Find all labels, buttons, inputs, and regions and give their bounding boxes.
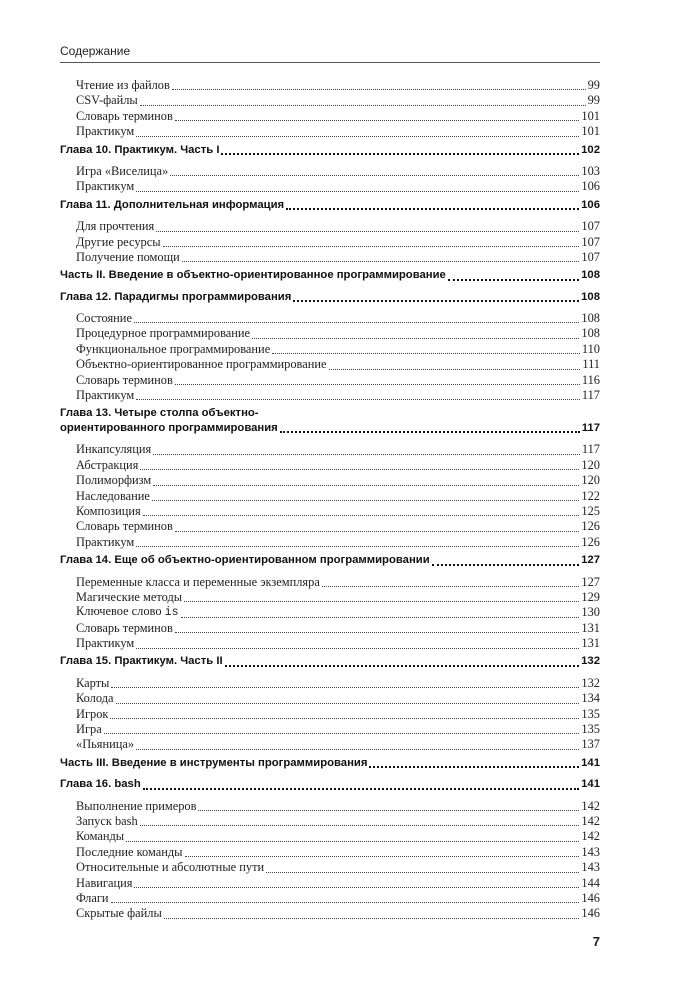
toc-page-number: 120 <box>581 457 600 472</box>
toc-section-entry <box>60 691 600 706</box>
toc-entry-text: Словарь терминов <box>76 519 173 534</box>
dot-leader <box>140 104 586 106</box>
dot-leader <box>198 809 579 811</box>
toc-page-number: 106 <box>581 198 600 211</box>
toc-entry-title <box>76 891 109 906</box>
dot-leader <box>153 453 580 455</box>
toc-entry-title <box>60 777 141 792</box>
toc-entry-text: Магические методы <box>76 589 183 604</box>
toc-entry-text: Часть II. Введение в объектно-ориентированное программирование <box>60 269 446 282</box>
toc-entry-title <box>76 814 138 829</box>
toc-page-number: 141 <box>581 778 600 791</box>
dot-leader <box>432 563 579 566</box>
dot-leader <box>184 600 579 602</box>
toc-page-number: 135 <box>581 706 600 721</box>
toc-chapter-entry <box>60 655 600 670</box>
toc-entry-title <box>76 373 173 388</box>
toc-section-entry <box>60 124 600 139</box>
toc-entry-text: Глава 15. Практикум. Часть II <box>60 655 223 668</box>
toc-section-entry <box>60 373 600 388</box>
toc-section-entry <box>60 636 600 651</box>
toc-section-entry <box>60 519 600 534</box>
toc-page-number: 120 <box>581 473 600 488</box>
toc-entry-title <box>76 636 134 651</box>
toc-chapter-entry <box>60 756 600 771</box>
toc-entry-text: Получение помощи <box>76 249 180 264</box>
toc-page-number: 129 <box>581 589 600 604</box>
toc-page-number: 127 <box>581 574 600 589</box>
toc-entry-text: CSV-файлы <box>76 93 138 108</box>
dot-leader <box>272 352 580 354</box>
dot-leader <box>164 917 580 919</box>
toc-entry-text: Для прочтения <box>76 219 155 234</box>
dot-leader <box>111 901 580 903</box>
dot-leader <box>126 840 579 842</box>
toc-entry-title <box>76 575 320 590</box>
toc-entry-text: Глава 10. Практикум. Часть I <box>60 143 220 156</box>
dot-leader <box>182 260 580 262</box>
dot-leader <box>143 787 579 790</box>
dot-leader <box>175 383 580 385</box>
toc-entry-title <box>76 179 134 194</box>
dot-leader <box>140 824 580 826</box>
toc-page-number: 106 <box>581 179 600 194</box>
toc-entry-title <box>76 845 183 860</box>
toc-entry-title <box>76 235 161 250</box>
dot-leader <box>280 430 580 433</box>
dot-leader <box>136 398 580 400</box>
toc-section-entry <box>60 676 600 691</box>
toc-entry-title <box>76 906 162 921</box>
toc-entry-text: Процедурное программирование <box>76 326 251 341</box>
toc-entry-title <box>76 860 264 875</box>
toc-entry-text: Игра «Виселица» <box>76 163 169 178</box>
toc-chapter-entry <box>60 553 600 568</box>
toc-page-number: 143 <box>581 860 600 875</box>
toc-page-number: 135 <box>581 722 600 737</box>
toc-section-entry <box>60 845 600 860</box>
toc-page-number: 126 <box>581 519 600 534</box>
toc-entry-text: Часть III. Введение в инструменты программирования <box>60 756 368 769</box>
toc-page-number: 126 <box>581 534 600 549</box>
toc-section-entry <box>60 473 600 488</box>
toc-entry-text: Глава 16. bash <box>60 778 141 791</box>
toc-page-number: 131 <box>581 636 600 651</box>
toc-section-entry <box>60 737 600 752</box>
dot-leader <box>286 207 579 210</box>
toc-entry-text: Глава 11. Дополнительная информация <box>60 198 285 211</box>
toc-section-entry <box>60 621 600 636</box>
dot-leader <box>156 230 579 232</box>
toc-section-entry <box>60 891 600 906</box>
toc-entry-title <box>76 109 173 124</box>
toc-section-entry <box>60 489 600 504</box>
toc-entry-text: Карты <box>76 675 110 690</box>
toc-page-number: 142 <box>581 829 600 844</box>
toc-entry-title <box>76 829 124 844</box>
dot-leader <box>185 855 580 857</box>
toc-section-entry <box>60 250 600 265</box>
toc-section-entry <box>60 78 600 93</box>
toc-entry-title <box>60 290 291 305</box>
running-header: Содержание <box>60 44 131 58</box>
toc-entry-title <box>76 458 138 473</box>
toc-section-entry <box>60 876 600 891</box>
toc-entry-title <box>76 535 134 550</box>
toc-entry-text: Объектно-ориентированное программирование <box>76 357 327 372</box>
toc-entry-title <box>76 78 170 93</box>
toc-entry-text: Ключевое слово <box>76 604 165 619</box>
dot-leader <box>163 245 580 247</box>
toc-entry-title <box>76 722 102 737</box>
toc-entry-title <box>76 311 132 326</box>
toc-entry-text: Практикум <box>76 388 135 403</box>
toc-entry-title <box>76 590 182 605</box>
toc-entry-text: Последние команды <box>76 844 183 859</box>
toc-entry-title <box>76 388 134 403</box>
dot-leader <box>136 545 579 547</box>
toc-entry-text: Наследование <box>76 488 150 503</box>
toc-section-entry <box>60 535 600 550</box>
toc-page-number: 117 <box>581 388 600 403</box>
toc-section-entry <box>60 829 600 844</box>
toc-section-entry <box>60 814 600 829</box>
toc-chapter-entry <box>60 268 600 283</box>
toc-entry-title <box>76 473 151 488</box>
toc-page-number: 131 <box>581 620 600 635</box>
toc-section-entry <box>60 605 600 620</box>
toc-entry-title <box>60 756 367 771</box>
toc-entry-title <box>60 143 219 158</box>
toc-entry-code: is <box>164 606 179 620</box>
toc-page-number: 99 <box>587 93 600 108</box>
toc-entry-text: Абстракция <box>76 457 139 472</box>
dot-leader <box>136 748 579 750</box>
toc-section-entry <box>60 860 600 875</box>
toc-entry-title <box>76 519 173 534</box>
dot-leader <box>111 686 579 688</box>
toc-section-entry <box>60 235 600 250</box>
toc-page-number: 141 <box>581 756 600 769</box>
dot-leader <box>134 886 579 888</box>
toc-entry-title-line: ориентированного программирования <box>60 422 278 435</box>
toc-entry-text: Функциональное программирование <box>76 341 271 356</box>
toc-entry-text: Игрок <box>76 706 109 721</box>
toc-entry-title <box>76 876 132 891</box>
toc-entry-title <box>76 93 138 108</box>
toc-entry-title <box>76 442 151 457</box>
toc-section-entry <box>60 458 600 473</box>
dot-leader <box>266 871 579 873</box>
toc-page-number: 108 <box>581 311 600 326</box>
dot-leader <box>175 530 580 532</box>
toc-page-number: 132 <box>581 655 600 668</box>
toc-entry-title <box>60 553 430 568</box>
toc-entry-text: Полиморфизм <box>76 473 152 488</box>
toc-section-entry <box>60 311 600 326</box>
toc-entry-text: Инкапсуляция <box>76 442 152 457</box>
dot-leader <box>136 135 579 137</box>
toc-page-number: 144 <box>581 875 600 890</box>
toc-entry-title <box>76 124 134 139</box>
dot-leader <box>153 484 579 486</box>
toc-page-number: 142 <box>581 798 600 813</box>
toc-section-entry <box>60 326 600 341</box>
toc-section-entry <box>60 906 600 921</box>
toc-entry-title <box>76 737 134 752</box>
toc-section-entry <box>60 442 600 457</box>
dot-leader <box>170 174 579 176</box>
toc-entry-text: Практикум <box>76 179 135 194</box>
page-number: 7 <box>592 934 600 949</box>
dot-leader <box>252 337 579 339</box>
toc-entry-title <box>76 621 173 636</box>
toc-page-number: 143 <box>581 844 600 859</box>
dot-leader <box>172 88 586 90</box>
toc-entry-title <box>60 268 446 283</box>
toc-page-number: 146 <box>581 906 600 921</box>
dot-leader <box>136 647 579 649</box>
toc-entry-title <box>76 707 108 722</box>
dot-leader <box>225 664 580 667</box>
toc-section-entry <box>60 707 600 722</box>
toc-page-number: 101 <box>581 124 600 139</box>
toc-section-entry <box>60 575 600 590</box>
toc-section-entry <box>60 722 600 737</box>
toc-section-entry <box>60 109 600 124</box>
toc-entry-title <box>76 219 154 234</box>
toc-entry-title <box>60 654 223 669</box>
toc-section-entry <box>60 342 600 357</box>
header-rule <box>60 62 600 63</box>
toc-entry-text: Композиция <box>76 503 141 518</box>
dot-leader <box>175 631 580 633</box>
toc-entry-text: Практикум <box>76 636 135 651</box>
toc-page-number: 127 <box>581 554 600 567</box>
toc-entry-text: Скрытые файлы <box>76 906 162 921</box>
toc-entry-text: Выполнение примеров <box>76 798 197 813</box>
toc-entry-title-line: Глава 13. Четыре столпа объектно- <box>60 407 259 420</box>
toc-chapter-entry <box>60 143 600 158</box>
toc-section-entry <box>60 164 600 179</box>
toc-entry-title <box>76 604 179 620</box>
dot-leader <box>369 765 579 768</box>
dot-leader <box>134 321 579 323</box>
toc-page-number: 108 <box>581 290 600 303</box>
dot-leader <box>116 702 580 704</box>
toc-section-entry <box>60 219 600 234</box>
toc-section-entry <box>60 388 600 403</box>
toc-section-entry <box>60 357 600 372</box>
dot-leader <box>181 616 580 618</box>
toc-page-number: 132 <box>581 675 600 690</box>
toc-entry-text: Чтение из файлов <box>76 77 170 92</box>
toc-entry-title <box>76 489 150 504</box>
toc-entry-text: Переменные класса и переменные экземпляра <box>76 574 320 589</box>
toc-section-entry <box>60 590 600 605</box>
toc-entry-text: Словарь терминов <box>76 620 173 635</box>
toc-entry-text: Навигация <box>76 875 133 890</box>
toc-page-number: 107 <box>581 249 600 264</box>
toc-chapter-entry <box>60 777 600 792</box>
toc-entry-text: Относительные и абсолютные пути <box>76 860 265 875</box>
toc-page-number: 142 <box>581 814 600 828</box>
toc-page-number: 134 <box>581 691 600 706</box>
toc-entry-title <box>60 406 278 436</box>
dot-leader <box>143 514 580 516</box>
dot-leader <box>221 152 579 155</box>
dot-leader <box>448 278 579 281</box>
toc-entry-title <box>76 250 180 265</box>
toc-entry-title <box>76 342 270 357</box>
toc-page-number: 99 <box>587 77 600 92</box>
toc-entry-title <box>76 326 250 341</box>
toc-chapter-entry <box>60 406 600 436</box>
toc-page-number: 101 <box>581 108 600 123</box>
dot-leader <box>329 368 581 370</box>
toc-page-number: 146 <box>581 890 600 905</box>
toc-entry-title <box>76 676 109 691</box>
toc-entry-text: Запуск bash <box>76 814 138 828</box>
toc-page-number: 117 <box>581 442 600 457</box>
dot-leader <box>322 585 580 587</box>
toc-entry-text: Состояние <box>76 311 132 326</box>
toc-section-entry <box>60 179 600 194</box>
dot-leader <box>293 299 579 302</box>
toc-entry-text: Словарь терминов <box>76 108 173 123</box>
toc-entry-title <box>76 691 114 706</box>
toc-page-number: 102 <box>581 143 600 156</box>
dot-leader <box>136 190 579 192</box>
toc-entry-text: Игра <box>76 722 102 737</box>
dot-leader <box>104 732 580 734</box>
toc-entry-text: Практикум <box>76 534 135 549</box>
toc-page-number: 122 <box>581 488 600 503</box>
toc-page-number: 116 <box>581 372 600 387</box>
toc-entry-text: Флаги <box>76 890 109 905</box>
toc-section-entry <box>60 93 600 108</box>
toc-page-number: 111 <box>582 357 600 372</box>
toc-page-number: 137 <box>581 737 600 752</box>
toc-entry-text: Команды <box>76 829 125 844</box>
toc-entry-text: Колода <box>76 691 114 706</box>
toc-entry-text: «Пьяница» <box>76 737 135 752</box>
toc-chapter-entry <box>60 290 600 305</box>
toc-entry-title <box>76 799 196 814</box>
toc-entry-title <box>76 164 168 179</box>
toc-entry-text: Словарь терминов <box>76 372 173 387</box>
toc-entry-text: Другие ресурсы <box>76 234 161 249</box>
toc-page-number: 130 <box>581 605 600 620</box>
dot-leader <box>110 717 579 719</box>
toc-page-number: 107 <box>581 234 600 249</box>
toc-page-number: 108 <box>581 269 600 282</box>
toc-page-number: 125 <box>581 503 600 518</box>
toc-page-number: 117 <box>581 422 600 435</box>
toc-page-number: 110 <box>581 341 600 356</box>
dot-leader <box>140 468 579 470</box>
toc-entry-text: Глава 12. Парадигмы программирования <box>60 290 292 303</box>
toc-entry-title <box>76 357 327 372</box>
dot-leader <box>152 499 579 501</box>
toc-entry-text: Практикум <box>76 124 135 139</box>
toc-page-number: 107 <box>581 219 600 234</box>
dot-leader <box>175 119 580 121</box>
toc-page-number: 108 <box>581 326 600 341</box>
toc-entry-text: Глава 14. Еще об объектно-ориентированном программировании <box>60 554 430 567</box>
table-of-contents <box>60 78 600 922</box>
toc-section-entry <box>60 504 600 519</box>
toc-entry-title <box>60 198 284 213</box>
toc-section-entry <box>60 799 600 814</box>
toc-entry-title <box>76 504 141 519</box>
toc-page-number: 103 <box>581 163 600 178</box>
toc-chapter-entry <box>60 198 600 213</box>
